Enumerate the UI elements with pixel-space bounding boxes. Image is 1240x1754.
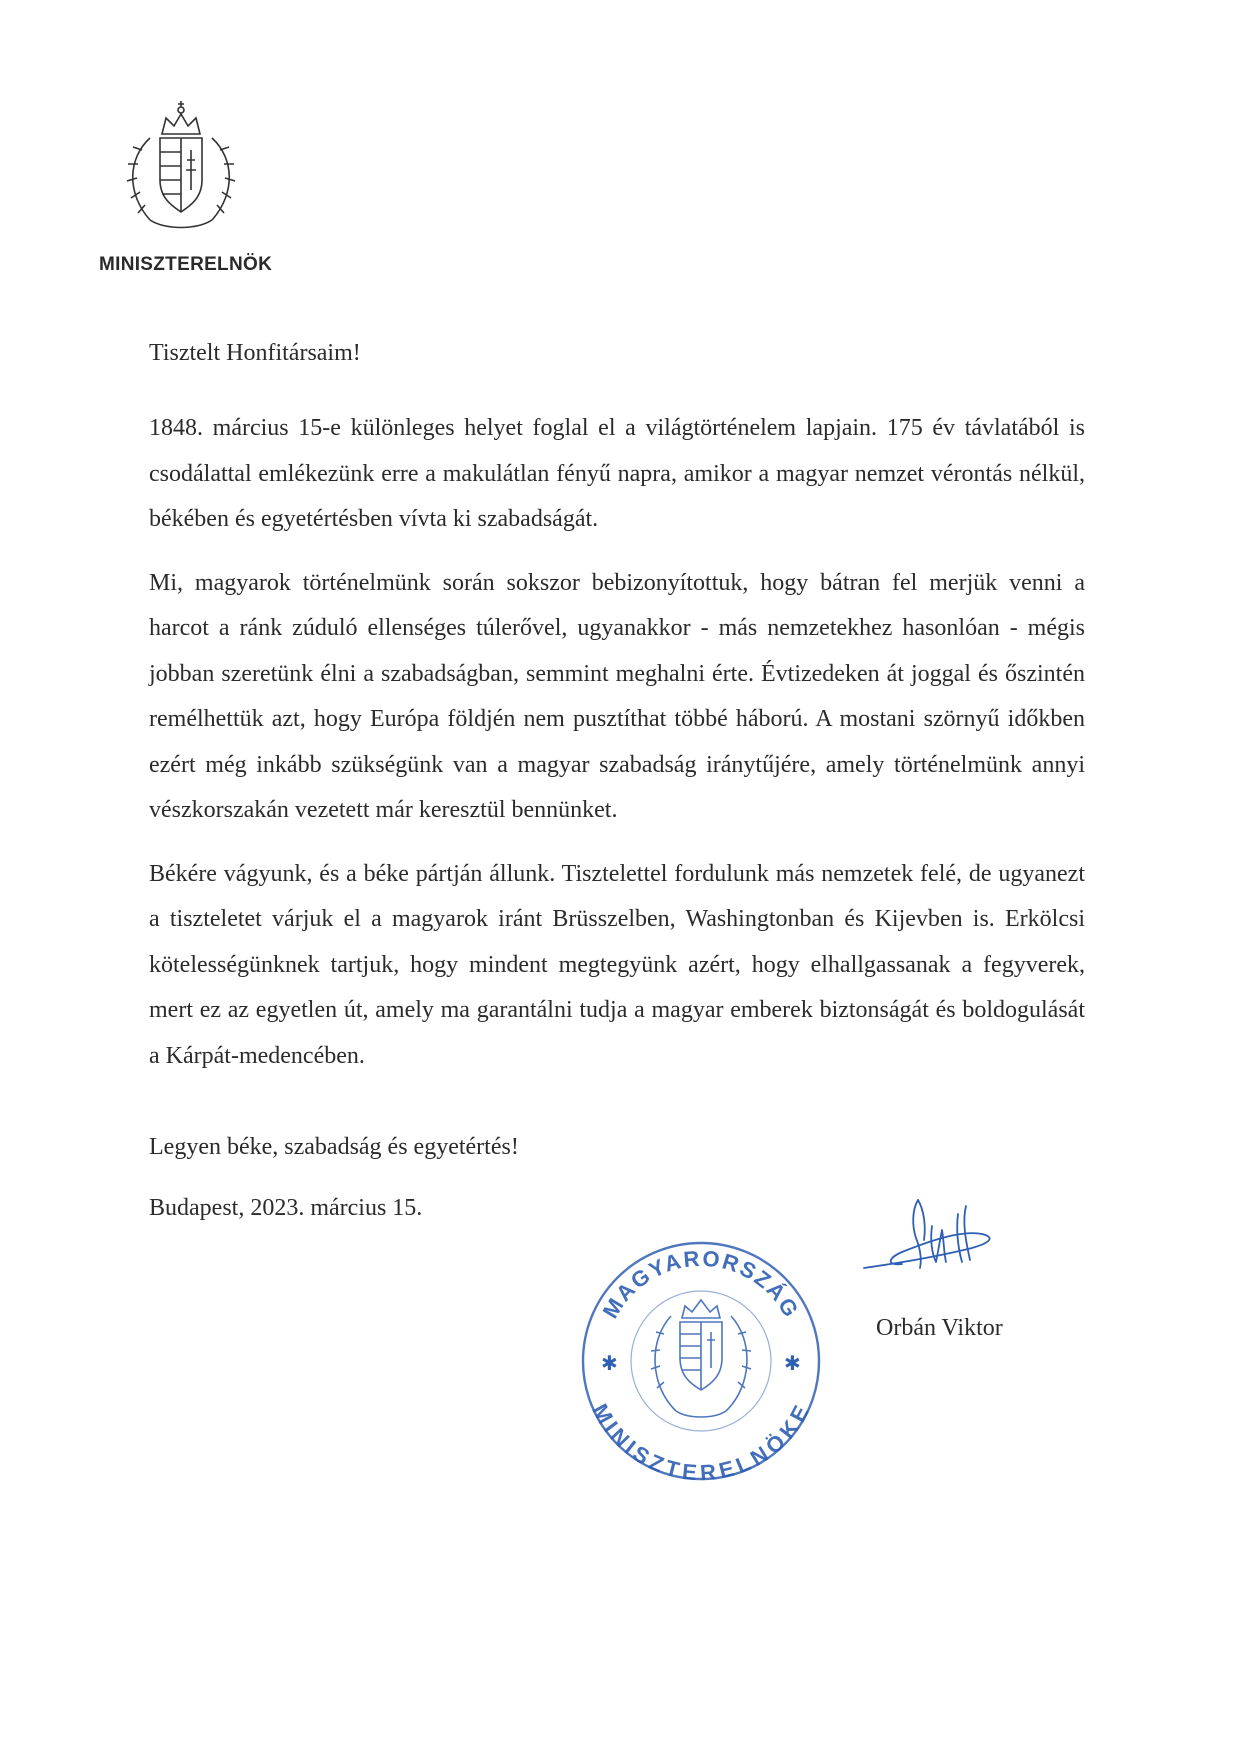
seal-bottom-text: MINISZTERELNÖKE [587,1399,815,1486]
office-title: MINISZTERELNÖK [99,254,273,275]
paragraph: 1848. március 15-e különleges helyet foglal el a világtörténelem lapjain. 175 év távlatából is csodálattal emlékezünk erre a makulátlan fényű napra, amikor a magyar nemzet vérontás nélkül, békében és egyetértésben vívta ki szabadságát. [149,415,1085,532]
closing-line: Legyen béke, szabadság és egyetértés! [149,1134,519,1160]
salutation: Tisztelt Honfitársaim! [149,340,361,366]
coat-of-arms-icon [120,98,242,236]
seal-top-text: MAGYARORSZÁG [597,1245,805,1323]
svg-text:MINISZTERELNÖKE [587,1400,814,1486]
official-seal-stamp [576,1236,826,1486]
paragraph: Mi, magyarok történelmünk során sokszor bebizonyítottuk, hogy bátran fel merjük venni a harcot a ránk zúduló ellenséges túlerővel, ugyanakkor - más nemzetekhez hasonlóan - mégis jobban szeretünk élni a szabadságban, semmint meghalni érte. Évtizedeken át joggal és őszintén remélhettük azt, hogy Európa földjén nem pusztíthat többé háború. A mostani szörnyű időkben ezért még inkább szükségünk van a magyar szabadság iránytűjére, amely történelmünk annyi vészkorszakán vezetett már keresztül bennünket. [149,569,1085,823]
letter-body [149,406,1085,1097]
handwritten-signature-icon [862,1196,1012,1306]
svg-text:✱: ✱ [784,1351,801,1375]
paragraph: Békére vágyunk, és a béke pártján állunk. Tisztelettel fordulunk más nemzetek felé, de ugyanezt a tiszteletet várjuk el a magyarok iránt Brüsszelben, Washingtonban és Kijevben is. Erkölcsi kötelességünknek tartjuk, hogy mindent megtegyünk azért, hogy elhallgassanak a fegyverek, mert ez az egyetlen út, amely ma garantálni tudja a magyar emberek biztonságát és boldogulását a Kárpát-medencében. [149,860,1085,1069]
svg-text:✱: ✱ [601,1351,618,1375]
place-and-date: Budapest, 2023. március 15. [149,1195,423,1221]
svg-text:MAGYARORSZÁG [598,1246,805,1323]
signer-name: Orbán Viktor [876,1315,1003,1341]
